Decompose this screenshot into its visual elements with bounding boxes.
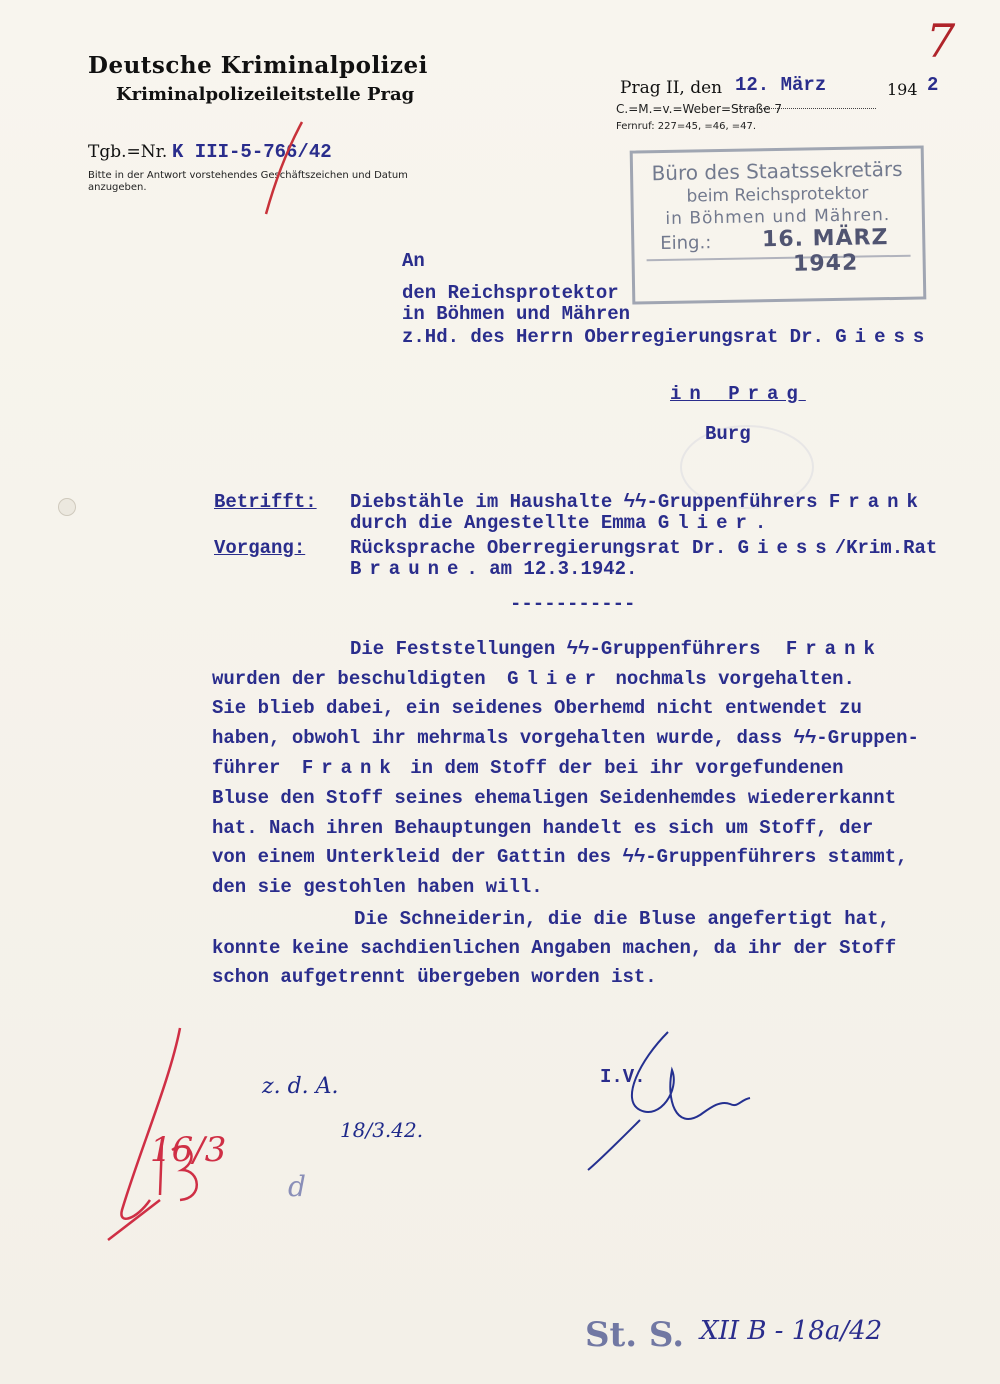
body-p1-line-1-text: Die Feststellungen ϟϟ-Gruppenführers	[350, 638, 761, 660]
body-name-glier: Glier	[507, 668, 605, 690]
stamp-line-3: in Böhmen und Mähren.	[665, 205, 891, 229]
body-name-frank-1: Frank	[785, 638, 883, 660]
recipient-line-2: in Böhmen und Mähren	[402, 303, 631, 325]
blue-note-zda: z. d. A.	[262, 1074, 339, 1099]
betrifft-name-frank: Frank	[828, 491, 926, 513]
place-label: Prag II, den	[620, 78, 723, 98]
betrifft-line-2-text: durch die Angestellte Emma	[350, 512, 647, 534]
stamp-eing-date: 16. MÄRZ 1942	[761, 225, 889, 277]
bottom-registry-stamp: St. S.	[585, 1315, 685, 1355]
recipient-name-spaced: Giess	[835, 326, 933, 348]
recipient-line-3	[402, 326, 932, 348]
body-p1-line-4: haben, obwohl ihr mehrmals vorgehalten wurde, dass ϟϟ-Gruppen-	[212, 727, 919, 749]
betrifft-label: Betrifft:	[214, 491, 317, 513]
tgb-label: Tgb.=Nr.	[88, 142, 168, 162]
vorgang-label: Vorgang:	[214, 537, 306, 559]
betrifft-line-1	[350, 491, 926, 513]
body-p1-line-2	[212, 668, 855, 690]
body-p1-line-9: den sie gestohlen haben will.	[212, 876, 543, 898]
body-p1-line-2-end: nochmals vorgehalten.	[615, 668, 855, 690]
handwritten-signature	[580, 1020, 780, 1180]
stamp-line-1: Büro des Staatssekretärs	[651, 156, 903, 186]
separator-line: -----------	[510, 593, 636, 615]
signoff-iv: I.V.	[600, 1066, 646, 1088]
body-p1-line-6: Bluse den Stoff seines ehemaligen Seidenhemdes wiedererkannt	[212, 787, 897, 809]
red-pencil-stroke	[258, 118, 308, 218]
body-p2-line-1: Die Schneiderin, die die Bluse angefertigt hat,	[354, 908, 890, 930]
receipt-stamp	[630, 145, 927, 304]
vorgang-name-braune: Braune	[350, 558, 467, 580]
vorgang-line-1-end: /Krim.Rat	[834, 537, 938, 559]
body-p2-line-3: schon aufgetrennt übergeben worden ist.	[212, 966, 657, 988]
red-note-text: 16/3	[150, 1130, 227, 1170]
blue-note-date: 18/3.42.	[340, 1118, 424, 1142]
body-p1-line-7: hat. Nach ihren Behauptungen handelt es sich um Stoff, der	[212, 817, 874, 839]
corner-folio-mark: 7	[926, 14, 956, 68]
body-p1-line-8: von einem Unterkleid der Gattin des ϟϟ-Gruppenführers stammt,	[212, 846, 908, 868]
body-p1-line-1	[350, 638, 883, 660]
reference-hint: Bitte in der Antwort vorstehendes Geschäftszeichen und Datum anzugeben.	[88, 170, 408, 193]
recipient-district: Burg	[705, 423, 751, 445]
recipient-city: in Prag	[670, 383, 806, 405]
body-p1-line-3: Sie blieb dabei, ein seidenes Oberhemd nicht entwendet zu	[212, 697, 862, 719]
body-name-frank-2: Frank	[301, 757, 399, 779]
bottom-registry-number: XII B - 18a/42	[700, 1316, 883, 1346]
body-p2-line-2: konnte keine sachdienlichen Angaben machen, da ihr der Stoff	[212, 937, 897, 959]
betrifft-line-1-text: Diebstähle im Haushalte ϟϟ-Gruppenführers	[350, 491, 818, 513]
vorgang-line-1-text: Rücksprache Oberregierungsrat Dr.	[350, 537, 727, 559]
tgb-number: K III-5-766/42	[172, 141, 332, 163]
year-prefix: 194	[887, 80, 918, 99]
stamp-line-2: beim Reichsprotektor	[686, 183, 869, 207]
betrifft-name-glier: Glier	[657, 512, 755, 534]
letterhead-title: Deutsche Kriminalpolizei	[88, 52, 428, 79]
punch-hole	[58, 498, 76, 516]
vorgang-line-2-end: . am 12.3.1942.	[466, 558, 638, 580]
body-p1-line-5-end: in dem Stoff der bei ihr vorgefundenen	[410, 757, 844, 779]
recipient-line-3-text: z.Hd. des Herrn Oberregierungsrat Dr.	[402, 326, 824, 348]
vorgang-line-1	[350, 537, 937, 559]
year-digit: 2	[927, 74, 939, 96]
body-p1-line-5-text: führer	[212, 757, 281, 779]
betrifft-line-2	[350, 512, 766, 534]
stamp-eing-label: Eing.:	[660, 232, 712, 255]
body-p1-line-2-text: wurden der beschuldigten	[212, 668, 486, 690]
betrifft-line-2-end: .	[754, 512, 767, 534]
letter-date: 12. März	[735, 74, 827, 96]
blue-initial: d	[288, 1170, 306, 1203]
street-address: C.=M.=v.=Weber=Straße 7	[616, 102, 783, 116]
body-p1-line-5	[212, 757, 844, 779]
letterhead-subtitle: Kriminalpolizeileitstelle Prag	[116, 84, 415, 105]
vorgang-line-2	[350, 558, 637, 580]
phone-numbers: Fernruf: 227=45, =46, =47.	[616, 121, 757, 132]
recipient-line-1: den Reichsprotektor	[402, 282, 619, 304]
recipient-an: An	[402, 250, 425, 272]
vorgang-name-giess: Giess	[737, 537, 835, 559]
